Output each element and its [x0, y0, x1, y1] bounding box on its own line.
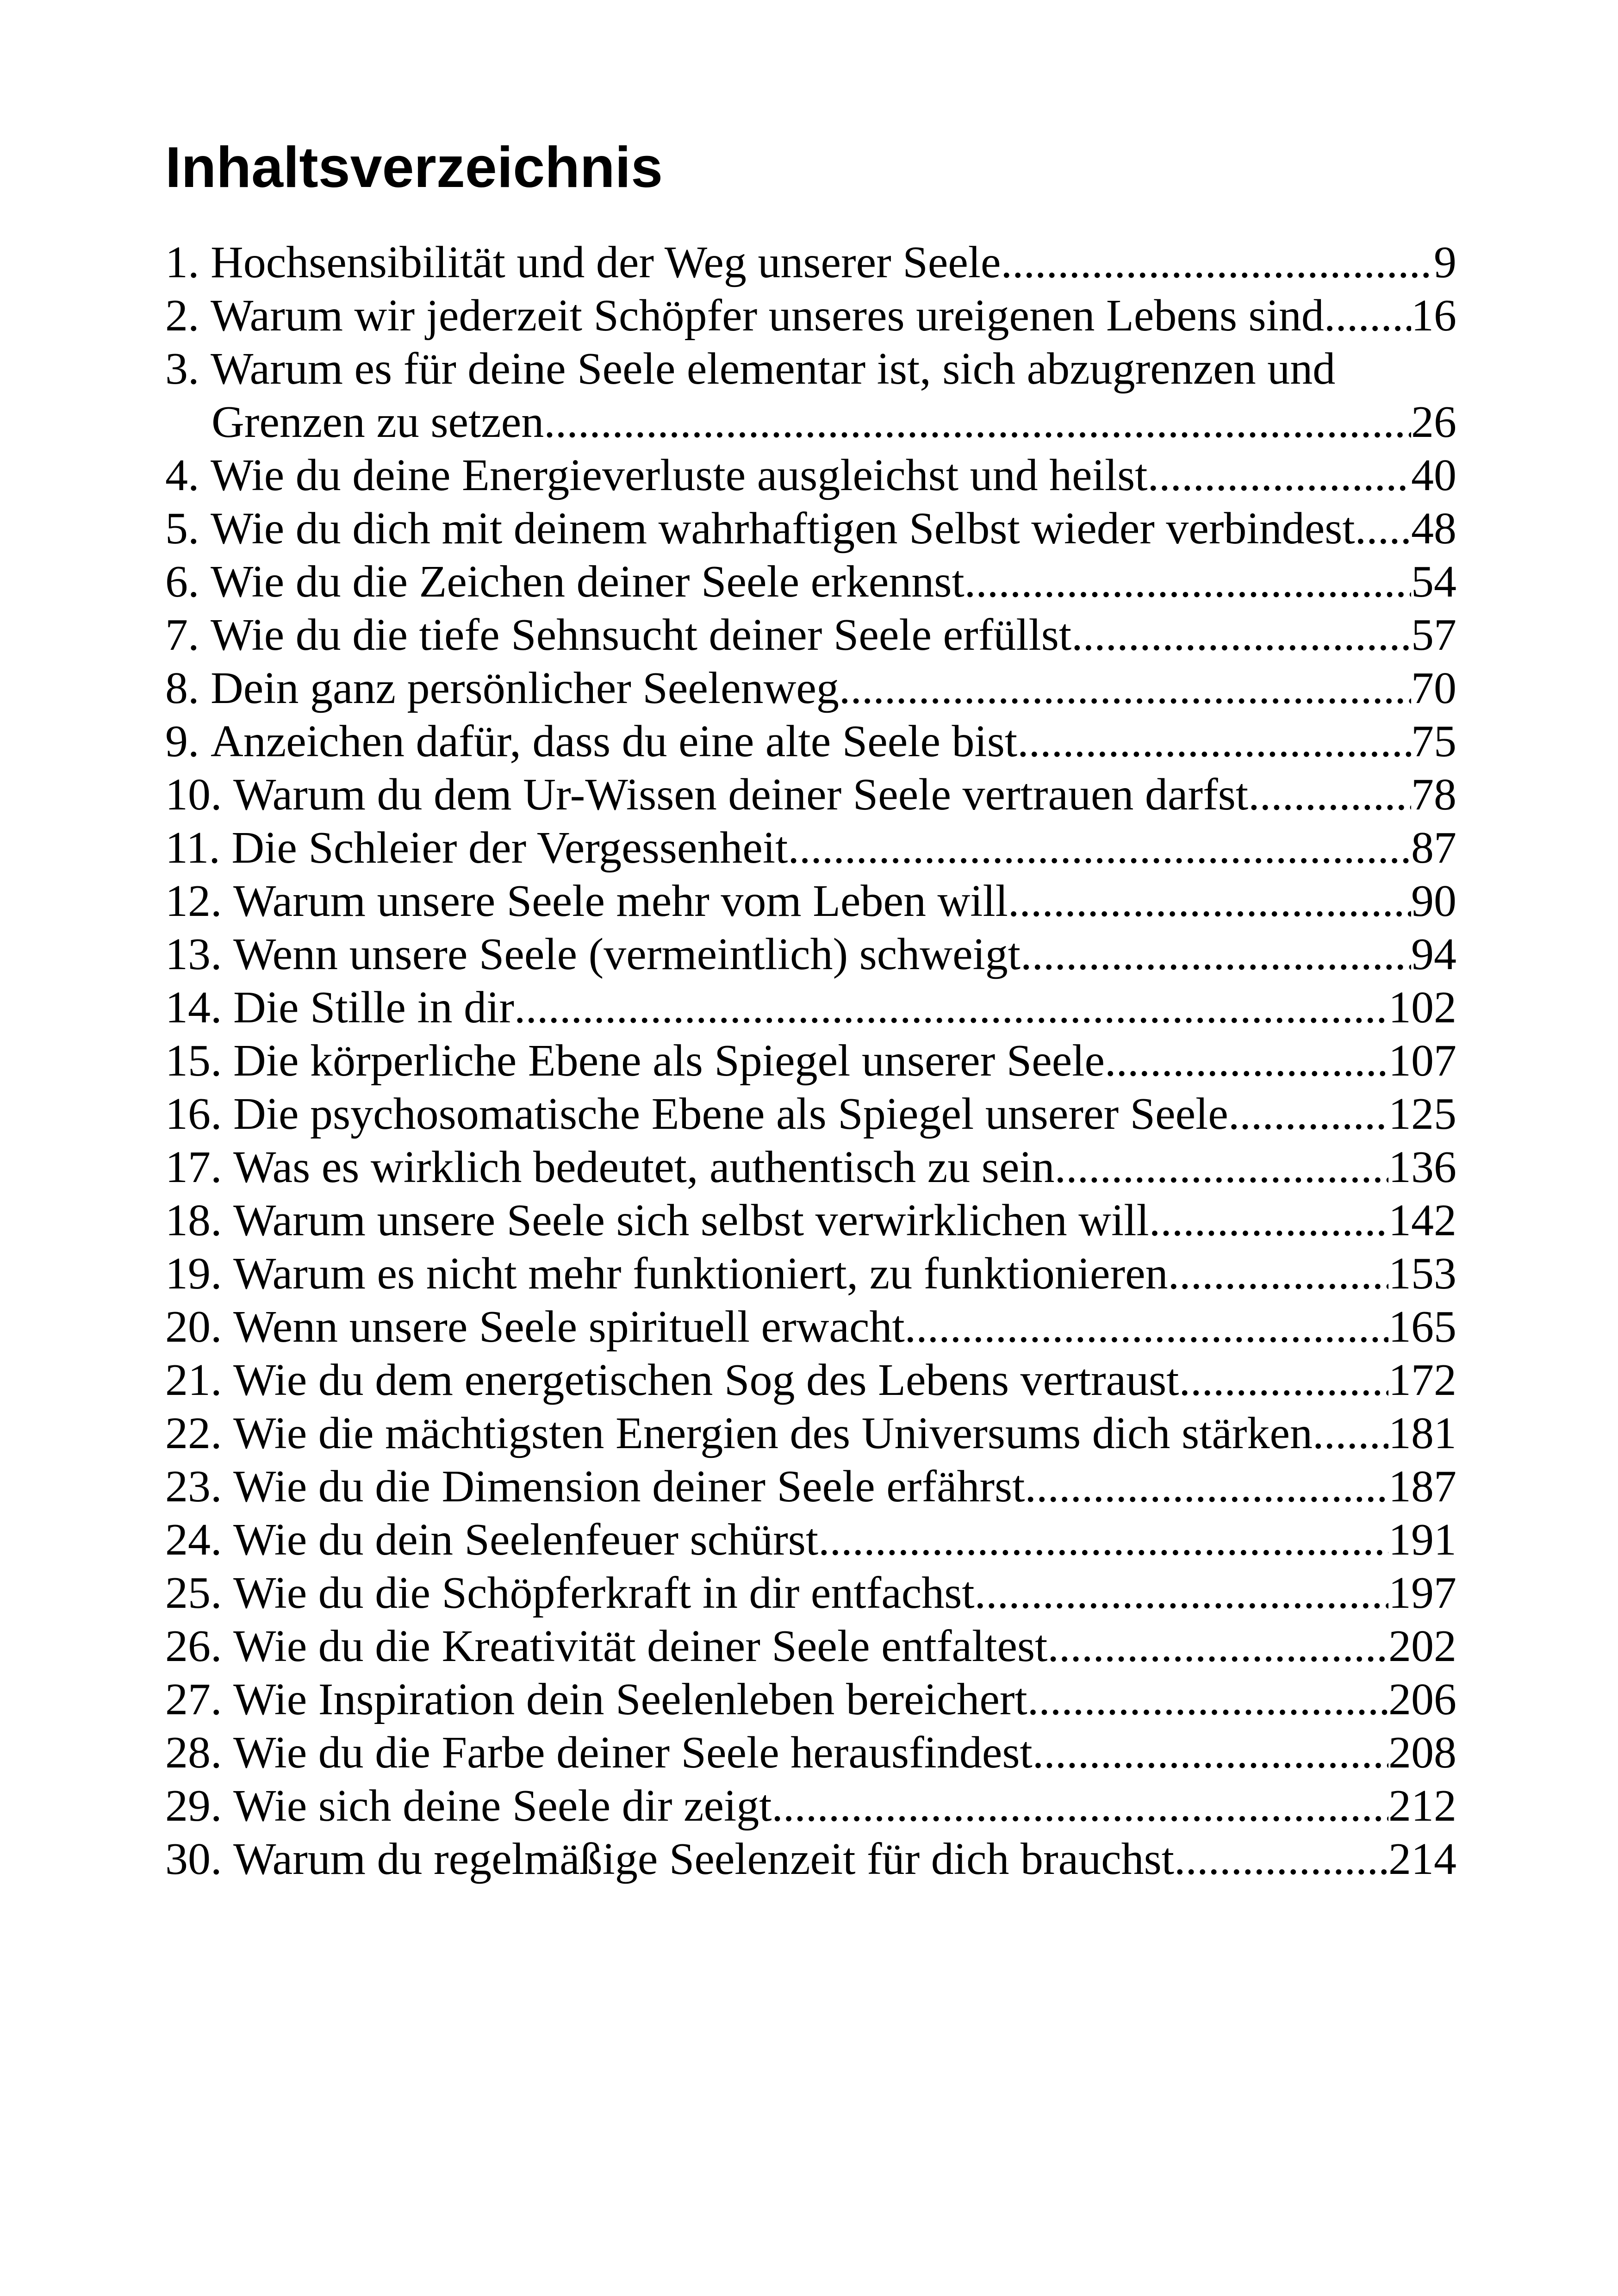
- toc-entry-line: [165, 715, 1456, 768]
- toc-leader-dots: [1071, 609, 1411, 662]
- toc-entry-title: Wenn unsere Seele (vermeintlich) schweigt: [233, 929, 1021, 979]
- toc-entry-number: 26.: [165, 1621, 222, 1671]
- toc-entry-number: 2.: [165, 291, 199, 341]
- toc-entry-number: 22.: [165, 1408, 222, 1458]
- toc-entry-title: Warum unsere Seele sich selbst verwirklichen will: [233, 1195, 1149, 1245]
- toc-entry: [165, 1460, 1456, 1513]
- toc-entry-line: [165, 236, 1456, 289]
- toc-entry-line: [165, 1780, 1456, 1833]
- toc-entry-number: 20.: [165, 1302, 222, 1352]
- toc-entry-line: [165, 1354, 1456, 1407]
- toc-entry: [165, 715, 1456, 768]
- toc-entry-title: Warum wir jederzeit Schöpfer unseres ureigenen Lebens sind: [211, 291, 1324, 341]
- toc-entry-line: [165, 821, 1456, 875]
- toc-entry: [165, 1780, 1456, 1833]
- toc-entry-line: [165, 449, 1456, 502]
- toc-page-number: 9: [1434, 237, 1456, 287]
- toc-leader-dots: [788, 821, 1411, 875]
- toc-page-number: 107: [1388, 1036, 1456, 1086]
- toc-page-number: 206: [1388, 1674, 1456, 1724]
- toc-entry: [165, 1300, 1456, 1354]
- toc-entry-number: 16.: [165, 1089, 222, 1139]
- toc-entry: [165, 1407, 1456, 1460]
- toc-entry-title: Wie du dein Seelenfeuer schürst: [233, 1515, 819, 1565]
- toc-entry-number: 5.: [165, 504, 199, 554]
- toc-entry: [165, 1833, 1456, 1886]
- toc-page-number: 187: [1388, 1462, 1456, 1512]
- toc-entry-number: 28.: [165, 1728, 222, 1778]
- toc-entry-title: Wie die mächtigsten Energien des Universums dich stärken: [233, 1408, 1313, 1458]
- toc-entry-line: [165, 1247, 1456, 1300]
- toc-entry-number: 9.: [165, 716, 199, 766]
- toc-page-number: 87: [1411, 823, 1456, 873]
- toc-entry-line: [165, 609, 1456, 662]
- toc-entry-line: [165, 768, 1456, 821]
- toc-page-number: 75: [1411, 716, 1456, 766]
- toc-page-number: 202: [1388, 1621, 1456, 1671]
- toc-entry-title: Warum du dem Ur-Wissen deiner Seele vertrauen darfst: [233, 770, 1249, 820]
- toc-page-number: 70: [1411, 663, 1456, 713]
- toc-entry-number: 13.: [165, 929, 222, 979]
- toc-leader-dots: [514, 981, 1388, 1034]
- toc-entry-title: Warum unsere Seele mehr vom Leben will: [233, 876, 1008, 926]
- toc-entry-title: Hochsensibilität und der Weg unserer Seele: [211, 237, 1001, 287]
- toc-leader-dots: [772, 1780, 1388, 1833]
- toc-entry: [165, 1088, 1456, 1141]
- toc-entry-title: Wie du dem energetischen Sog des Lebens vertraust: [233, 1355, 1179, 1405]
- toc-leader-dots: [1055, 1141, 1388, 1194]
- toc-page-number: 40: [1411, 450, 1456, 500]
- toc-leader-dots: [1008, 875, 1411, 928]
- toc-leader-dots: [1105, 1034, 1388, 1088]
- toc-entry-number: 27.: [165, 1674, 222, 1724]
- toc-page-number: 78: [1411, 770, 1456, 820]
- toc-entry-number: 10.: [165, 770, 222, 820]
- toc-entry-number: 8.: [165, 663, 199, 713]
- toc-leader-dots: [1021, 928, 1411, 981]
- toc-entry-number: 6.: [165, 557, 199, 607]
- toc-leader-dots: [1324, 289, 1411, 342]
- toc-entry-title: Die psychosomatische Ebene als Spiegel unserer Seele: [233, 1089, 1228, 1139]
- toc-leader-dots: [1179, 1354, 1388, 1407]
- toc-entry-title: Die Stille in dir: [233, 983, 514, 1033]
- toc-leader-dots: [905, 1300, 1388, 1354]
- toc-page-number: 181: [1388, 1408, 1456, 1458]
- toc-page-number: 208: [1388, 1728, 1456, 1778]
- toc-page-number: 94: [1411, 929, 1456, 979]
- toc-entry-number: 12.: [165, 876, 222, 926]
- toc-entry-title: Wie du dich mit deinem wahrhaftigen Selbst wieder verbindest.: [211, 504, 1367, 554]
- toc-entry-title: Die Schleier der Vergessenheit: [231, 823, 788, 873]
- toc-entry-number: 25.: [165, 1568, 222, 1618]
- toc-page-number: 16: [1411, 291, 1456, 341]
- toc-entry-title: Wenn unsere Seele spirituell erwacht: [233, 1302, 905, 1352]
- toc-entry: [165, 1194, 1456, 1247]
- toc-entry-number: 4.: [165, 450, 199, 500]
- toc-entry-title: Warum du regelmäßige Seelenzeit für dich brauchst: [233, 1834, 1174, 1884]
- toc-entry-title: Die körperliche Ebene als Spiegel unserer Seele: [233, 1036, 1105, 1086]
- toc-entry-title: Wie du die tiefe Sehnsucht deiner Seele erfüllst: [211, 610, 1072, 660]
- toc-entry-line: [165, 1567, 1456, 1620]
- toc-page-number: 212: [1388, 1781, 1456, 1831]
- toc-page-number: 54: [1411, 557, 1456, 607]
- toc-entry-number: 17.: [165, 1142, 222, 1192]
- toc-entry: [165, 609, 1456, 662]
- toc-leader-dots: [839, 662, 1411, 715]
- toc-entry-line: [165, 1300, 1456, 1354]
- toc-leader-dots: [544, 396, 1411, 449]
- toc-entry-line: [165, 928, 1456, 981]
- toc-page-number: 57: [1411, 610, 1456, 660]
- toc-entry-number: 30.: [165, 1834, 222, 1884]
- toc-entry-title: Wie du deine Energieverluste ausgleichst und heilst: [211, 450, 1148, 500]
- toc-entry-title: Anzeichen dafür, dass du eine alte Seele bist: [211, 716, 1018, 766]
- toc-entry: [165, 662, 1456, 715]
- toc-entry-number: 29.: [165, 1781, 222, 1831]
- toc-page-number: 214: [1388, 1834, 1456, 1884]
- toc-page-number: 26: [1411, 397, 1456, 447]
- toc-leader-dots: [1168, 1247, 1388, 1300]
- toc-entry-line: [165, 1034, 1456, 1088]
- toc-entry-number: 23.: [165, 1462, 222, 1512]
- toc-entry: [165, 1673, 1456, 1726]
- toc-page-number: 191: [1388, 1515, 1456, 1565]
- toc-leader-dots: [1027, 1673, 1388, 1726]
- toc-page-number: 197: [1388, 1568, 1456, 1618]
- toc-page-number: 165: [1388, 1302, 1456, 1352]
- toc-entry-line: [165, 1513, 1456, 1567]
- toc-leader-dots: [1001, 236, 1434, 289]
- toc-entry-title: Dein ganz persönlicher Seelenweg: [211, 663, 839, 713]
- toc-entry-title-continuation: Grenzen zu setzen: [212, 397, 544, 447]
- toc-entry-title: Wie sich deine Seele dir zeigt: [233, 1781, 772, 1831]
- toc-entry: [165, 1620, 1456, 1673]
- toc-entry-line: [165, 502, 1456, 555]
- toc-entry: [165, 502, 1456, 555]
- toc-leader-dots: [1047, 1620, 1388, 1673]
- toc-entry-number: 14.: [165, 983, 222, 1033]
- toc-entry-line: [165, 662, 1456, 715]
- toc-leader-dots: [1147, 449, 1411, 502]
- toc-leader-dots: [965, 555, 1411, 609]
- toc-leader-dots: [975, 1567, 1388, 1620]
- toc-entry-title: Wie du die Zeichen deiner Seele erkennst: [211, 557, 965, 607]
- toc-entry-title: Wie du die Schöpferkraft in dir entfachst: [233, 1568, 975, 1618]
- toc-page-number: 136: [1388, 1142, 1456, 1192]
- toc-entry-line: [165, 981, 1456, 1034]
- toc-page-number: 153: [1388, 1249, 1456, 1299]
- toc-leader-dots: [1366, 502, 1411, 555]
- toc-page-number: 142: [1388, 1195, 1456, 1245]
- toc-entry-number: 15.: [165, 1036, 222, 1086]
- toc-page-number: 125: [1388, 1089, 1456, 1139]
- toc-entry-line: [165, 1407, 1456, 1460]
- toc-entry-number: 1.: [165, 237, 199, 287]
- toc-page-number: 90: [1411, 876, 1456, 926]
- toc-entry: [165, 1354, 1456, 1407]
- toc-entry-number: 11.: [165, 823, 220, 873]
- toc-leader-dots: [1025, 1460, 1388, 1513]
- toc-entry: [165, 768, 1456, 821]
- toc-entry-line: [165, 1620, 1456, 1673]
- toc-entry: [165, 981, 1456, 1034]
- toc-entry-number: 18.: [165, 1195, 222, 1245]
- toc-entry-number: 21.: [165, 1355, 222, 1405]
- page-title: Inhaltsverzeichnis: [165, 136, 663, 199]
- toc-entry-line: [165, 1141, 1456, 1194]
- toc-leader-dots: [1248, 768, 1411, 821]
- toc-entry-title: Warum es nicht mehr funktioniert, zu funktionieren: [233, 1249, 1168, 1299]
- toc-entry: [165, 1034, 1456, 1088]
- toc-entry-title: Wie du die Kreativität deiner Seele entfaltest: [233, 1621, 1048, 1671]
- toc-entry-number: 24.: [165, 1515, 222, 1565]
- toc-entry-line: [165, 1673, 1456, 1726]
- toc-entry-line: [165, 1194, 1456, 1247]
- toc-leader-dots: [1033, 1726, 1388, 1780]
- toc-page-number: 102: [1388, 983, 1456, 1033]
- toc-entry-number: 19.: [165, 1249, 222, 1299]
- toc-entry-line: [165, 342, 1456, 396]
- table-of-contents: [165, 236, 1456, 1886]
- toc-entry-line: [165, 875, 1456, 928]
- toc-leader-dots: [1228, 1088, 1388, 1141]
- toc-entry: [165, 342, 1456, 449]
- toc-leader-dots: [1174, 1833, 1388, 1886]
- toc-entry: [165, 555, 1456, 609]
- toc-entry-title: Was es wirklich bedeutet, authentisch zu sein: [233, 1142, 1055, 1192]
- toc-leader-dots: [1149, 1194, 1388, 1247]
- toc-entry-number: 7.: [165, 610, 199, 660]
- toc-entry: [165, 236, 1456, 289]
- toc-entry: [165, 449, 1456, 502]
- toc-entry: [165, 1567, 1456, 1620]
- toc-entry-title: Wie du die Dimension deiner Seele erfährst: [233, 1462, 1025, 1512]
- toc-leader-dots: [1313, 1407, 1388, 1460]
- toc-entry-title: Warum es für deine Seele elementar ist, sich abzugrenzen und: [211, 344, 1336, 394]
- toc-entry: [165, 1513, 1456, 1567]
- toc-entry-line: [165, 1833, 1456, 1886]
- toc-entry-title: Wie du die Farbe deiner Seele herausfindest: [233, 1728, 1033, 1778]
- toc-page-number: 48: [1411, 504, 1456, 554]
- toc-leader-dots: [818, 1513, 1388, 1567]
- toc-entry-line: [165, 555, 1456, 609]
- toc-entry: [165, 1247, 1456, 1300]
- toc-entry-line: [165, 1726, 1456, 1780]
- toc-entry: [165, 821, 1456, 875]
- toc-entry: [165, 289, 1456, 342]
- toc-entry: [165, 928, 1456, 981]
- toc-entry: [165, 1726, 1456, 1780]
- toc-entry: [165, 1141, 1456, 1194]
- toc-entry: [165, 875, 1456, 928]
- toc-entry-line: [165, 1460, 1456, 1513]
- toc-page-number: 172: [1388, 1355, 1456, 1405]
- toc-entry-line: [165, 396, 1456, 449]
- toc-entry-number: 3.: [165, 344, 199, 394]
- toc-entry-title: Wie Inspiration dein Seelenleben bereichert: [233, 1674, 1027, 1724]
- toc-entry-line: [165, 289, 1456, 342]
- toc-entry-line: [165, 1088, 1456, 1141]
- toc-leader-dots: [1017, 715, 1411, 768]
